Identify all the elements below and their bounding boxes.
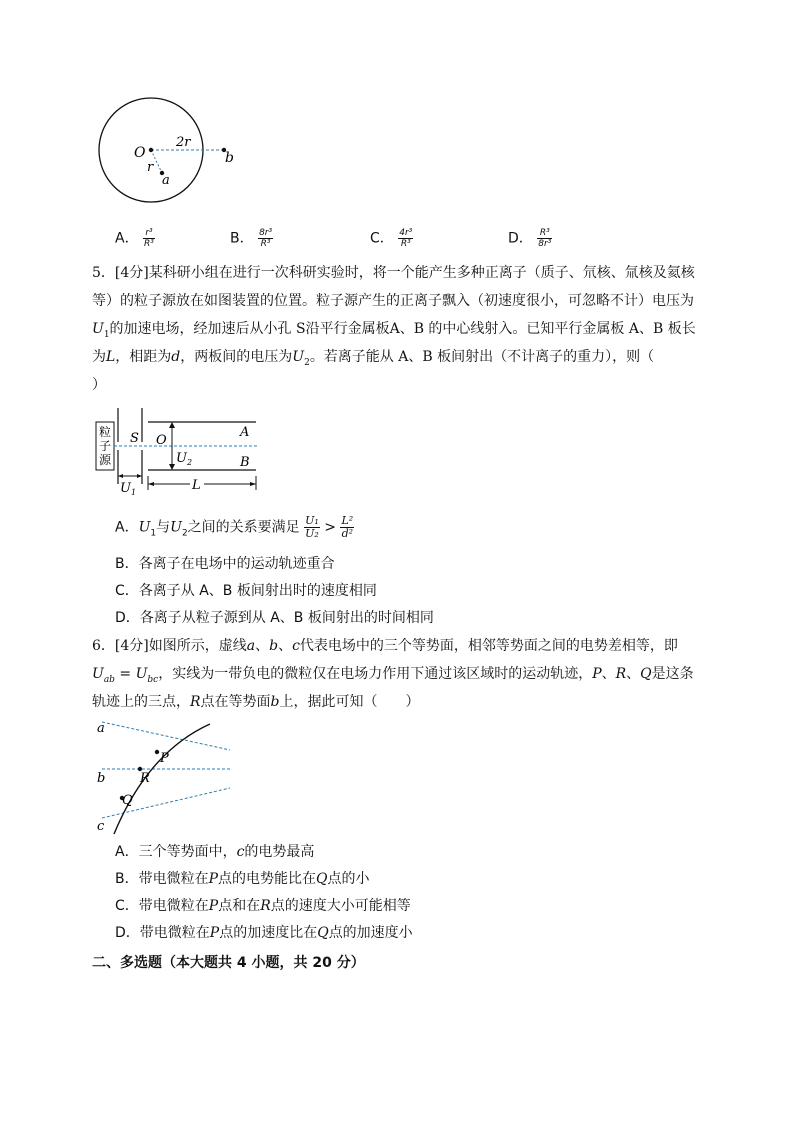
q5-line-2: 等）的粒子源放在如图装置的位置。粒子源产生的正离子飘入（初速度很小，可忽略不计）电压为 — [92, 293, 694, 309]
label-r: r — [147, 160, 154, 175]
q6-option-c[interactable]: C．带电微粒在P点和在R点的速度大小可能相等 — [115, 898, 411, 914]
q5-option-c[interactable]: C．各离子从 A、B 板间射出时的速度相同 — [115, 583, 377, 599]
label-a: a — [162, 173, 170, 188]
label-b: b — [97, 771, 106, 786]
q5-option-b[interactable]: B．各离子在电场中的运动轨迹重合 — [115, 556, 335, 572]
source-label-1: 粒 — [99, 425, 112, 439]
option-label: C． — [370, 230, 394, 247]
option-fraction: $\frac{\text{r³}}{\text{R³}}$ — [144, 228, 154, 249]
q6-line-3: 轨迹上的三点，R点在等势面b上，据此可知（ ） — [92, 694, 420, 710]
q6-option-d[interactable]: D．带电微粒在P点的加速度比在Q点的加速度小 — [115, 925, 413, 941]
q4-option-a[interactable] — [115, 228, 155, 249]
option-fraction: $\frac{\text{4r³}}{\text{R³}}$ — [399, 228, 413, 249]
source-label-3: 源 — [99, 453, 112, 467]
q6-line-1: 6．[4分]如图所示，虚线a、b、c代表电场中的三个等势面，相邻等势面之间的电势差相等，即 — [92, 638, 678, 654]
q6-option-a[interactable]: A．三个等势面中，c的电势最高 — [115, 844, 315, 860]
label-U2: $U_2$ — [176, 451, 193, 467]
q6-option-b[interactable]: B．带电微粒在P点的电势能比在Q点的小 — [115, 871, 370, 887]
accelerator-figure — [92, 404, 267, 496]
label-P: P — [160, 751, 169, 766]
label-R: R — [140, 771, 150, 786]
equipotential-figure — [92, 718, 237, 836]
label-U1: $U_1$ — [120, 481, 137, 496]
option-label: B． — [230, 230, 254, 247]
point-P — [155, 750, 159, 754]
point-O — [149, 148, 153, 152]
label-S: S — [130, 431, 139, 446]
q6-line-2: $U_{ab} = U_{bc}$，实线为一带负电的微粒仅在电场力作用下通过该区域时的运动轨迹，P、R、Q是这条 — [92, 666, 694, 685]
trajectory-curve — [114, 724, 210, 834]
q5-option-a[interactable]: A．$U_1$与$U_2$之间的关系要满足 $\frac{\text{U₁}}{\text{U₂}}$ > $\frac{\text{L²}}{\text{d²}}$ — [115, 514, 354, 540]
label-Q: Q — [122, 793, 133, 808]
option-label: A． — [115, 230, 139, 247]
label-B: B — [240, 455, 250, 470]
option-fraction: $\frac{\text{8r³}}{\text{R³}}$ — [259, 228, 273, 249]
q5-line-1: 5．[4分]某科研小组在进行一次科研实验时，将一个能产生多种正离子（质子、氘核、氚核及氦核 — [92, 265, 695, 281]
label-L: L — [192, 478, 201, 493]
label-A: A — [240, 425, 250, 440]
label-O: O — [156, 433, 167, 448]
label-2r: 2r — [176, 135, 191, 150]
option-label: D． — [508, 230, 533, 247]
q5-line-3: $U_1$的加速电场，经加速后从小孔 S沿平行金属板A、B 的中心线射入。已知平行金属板 A、B 板长 — [92, 321, 696, 340]
source-label-2: 子 — [99, 439, 112, 453]
q5-line-5: ） — [92, 377, 106, 393]
label-a: a — [97, 721, 105, 736]
label-b: b — [225, 150, 234, 166]
equipotential-a — [102, 722, 230, 750]
circle-figure — [96, 96, 246, 206]
q5-line-4: 为L，相距为d，两板间的电压为$U_2$。若离子能从 A、B 板间射出（不计离子的重力），则（ — [92, 349, 655, 368]
q4-option-c[interactable] — [370, 228, 413, 249]
section-heading-multi-choice: 二、多选题（本大题共 4 小题，共 20 分） — [92, 955, 365, 971]
option-fraction: $\frac{\text{R³}}{\text{8r³}}$ — [538, 228, 552, 249]
q4-option-d[interactable] — [508, 228, 552, 249]
q4-option-b[interactable] — [230, 228, 273, 249]
label-c: c — [97, 819, 105, 834]
q5-option-d[interactable]: D．各离子从粒子源到从 A、B 板间射出的时间相同 — [115, 610, 434, 626]
label-O: O — [134, 145, 146, 161]
